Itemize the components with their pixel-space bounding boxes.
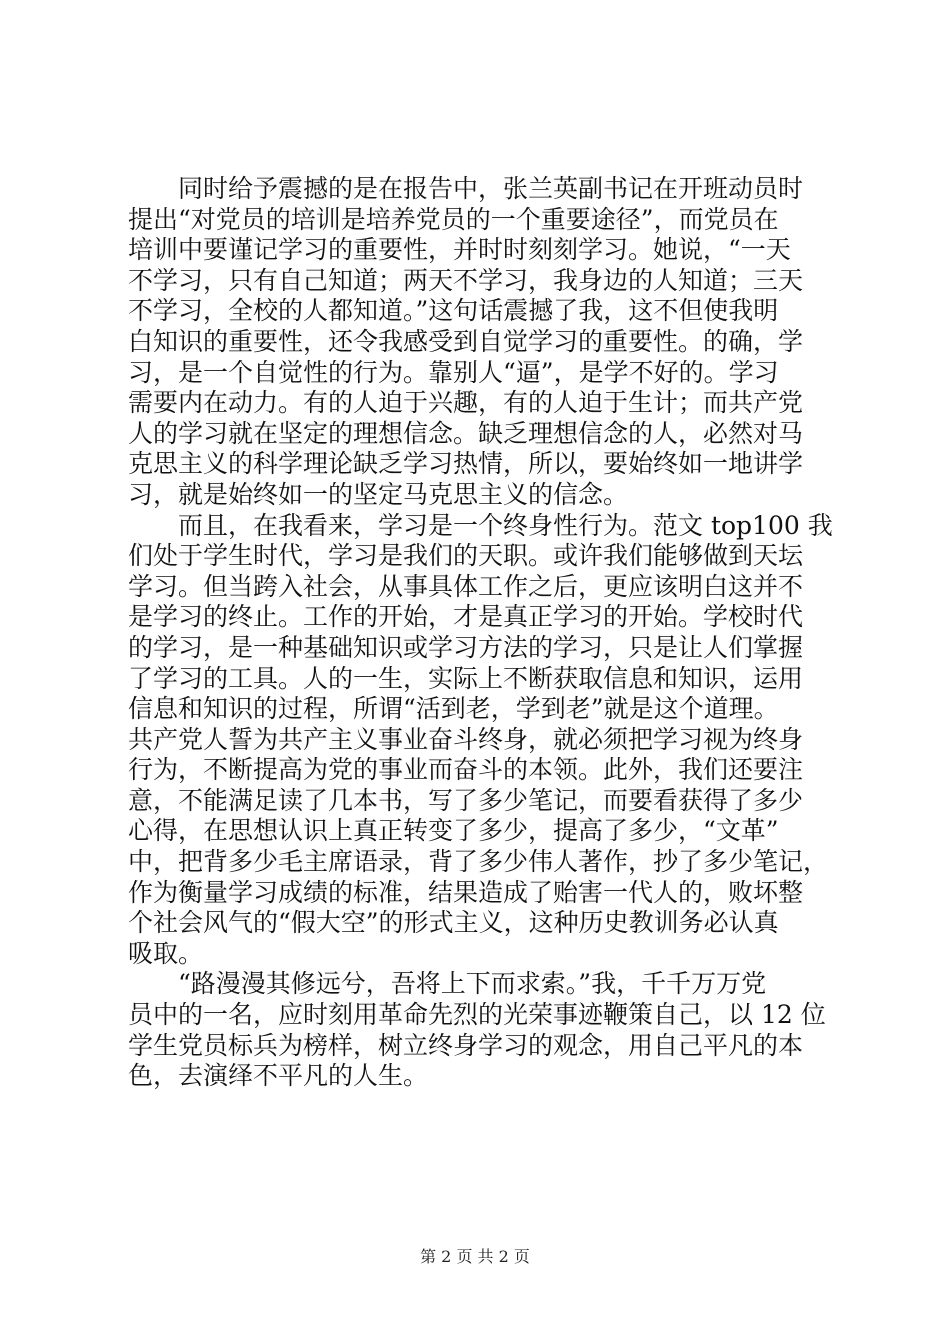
text-line: 们处于学生时代，学习是我们的天职。或许我们能够做到天坛 — [128, 541, 804, 571]
text-line: 是学习的终止。工作的开始，才是真正学习的开始。学校时代 — [128, 602, 804, 632]
text-line: 提出“对党员的培训是培养党员的一个重要途径”，而党员在 — [128, 204, 779, 234]
text-line: 白知识的重要性，还令我感受到自觉学习的重要性。的确，学 — [128, 326, 804, 356]
text-line: 了学习的工具。人的一生，实际上不断获取信息和知识，运用 — [128, 663, 804, 693]
text-line: 习，就是始终如一的坚定马克思主义的信念。 — [128, 479, 629, 509]
text-line: 员中的一名，应时刻用革命先烈的光荣事迹鞭策自己，以 12 位 — [128, 1000, 826, 1030]
text-line: 不学习，全校的人都知道。”这句话震撼了我，这不但使我明 — [128, 296, 779, 326]
text-line: 克思主义的科学理论缺乏学习热情，所以，要始终如一地讲学 — [128, 449, 804, 479]
text-line: 中，把背多少毛主席语录，背了多少伟人著作，抄了多少笔记， — [128, 847, 829, 877]
text-line: 色，去演绎不平凡的人生。 — [128, 1061, 429, 1091]
text-line: 心得，在思想认识上真正转变了多少，提高了多少，“文革” — [128, 816, 779, 846]
text-line: “路漫漫其修远兮，吾将上下而求索。”我，千千万万党 — [128, 969, 767, 999]
text-line: 培训中要谨记学习的重要性，并时时刻刻学习。她说，“一天 — [128, 235, 791, 265]
text-line: 作为衡量学习成绩的标准，结果造成了贻害一代人的，败坏整 — [128, 877, 804, 907]
text-line: 同时给予震撼的是在报告中，张兰英副书记在开班动员时 — [128, 174, 804, 203]
text-line: 学生党员标兵为榜样，树立终身学习的观念，用自己平凡的本 — [128, 1030, 804, 1060]
text-line: 共产党人誓为共产主义事业奋斗终身，就必须把学习视为终身 — [128, 724, 804, 754]
text-line: 习，是一个自觉性的行为。靠别人“逼”，是学不好的。学习 — [128, 357, 779, 387]
text-line: 不学习，只有自己知道；两天不学习，我身边的人知道；三天 — [128, 265, 804, 295]
text-line: 需要内在动力。有的人迫于兴趣，有的人迫于生计；而共产党 — [128, 388, 804, 418]
text-line: 吸取。 — [128, 938, 204, 968]
text-line: 而且，在我看来，学习是一个终身性行为。范文 top100 我 — [128, 510, 833, 540]
text-line: 信息和知识的过程，所谓“活到老，学到老”就是这个道理。 — [128, 694, 779, 724]
text-line: 的学习，是一种基础知识或学习方法的学习，只是让人们掌握 — [128, 632, 804, 662]
document-body — [128, 174, 834, 1092]
text-line: 意，不能满足读了几本书，写了多少笔记，而要看获得了多少 — [128, 785, 804, 815]
text-line: 个社会风气的“假大空”的形式主义，这种历史教训务必认真 — [128, 908, 779, 938]
text-line: 学习。但当跨入社会，从事具体工作之后，更应该明白这并不 — [128, 571, 804, 601]
text-line: 行为，不断提高为党的事业而奋斗的本领。此外，我们还要注 — [128, 755, 804, 785]
page-footer: 第 2 页 共 2 页 — [420, 1247, 530, 1266]
text-line: 人的学习就在坚定的理想信念。缺乏理想信念的人，必然对马 — [128, 418, 804, 448]
